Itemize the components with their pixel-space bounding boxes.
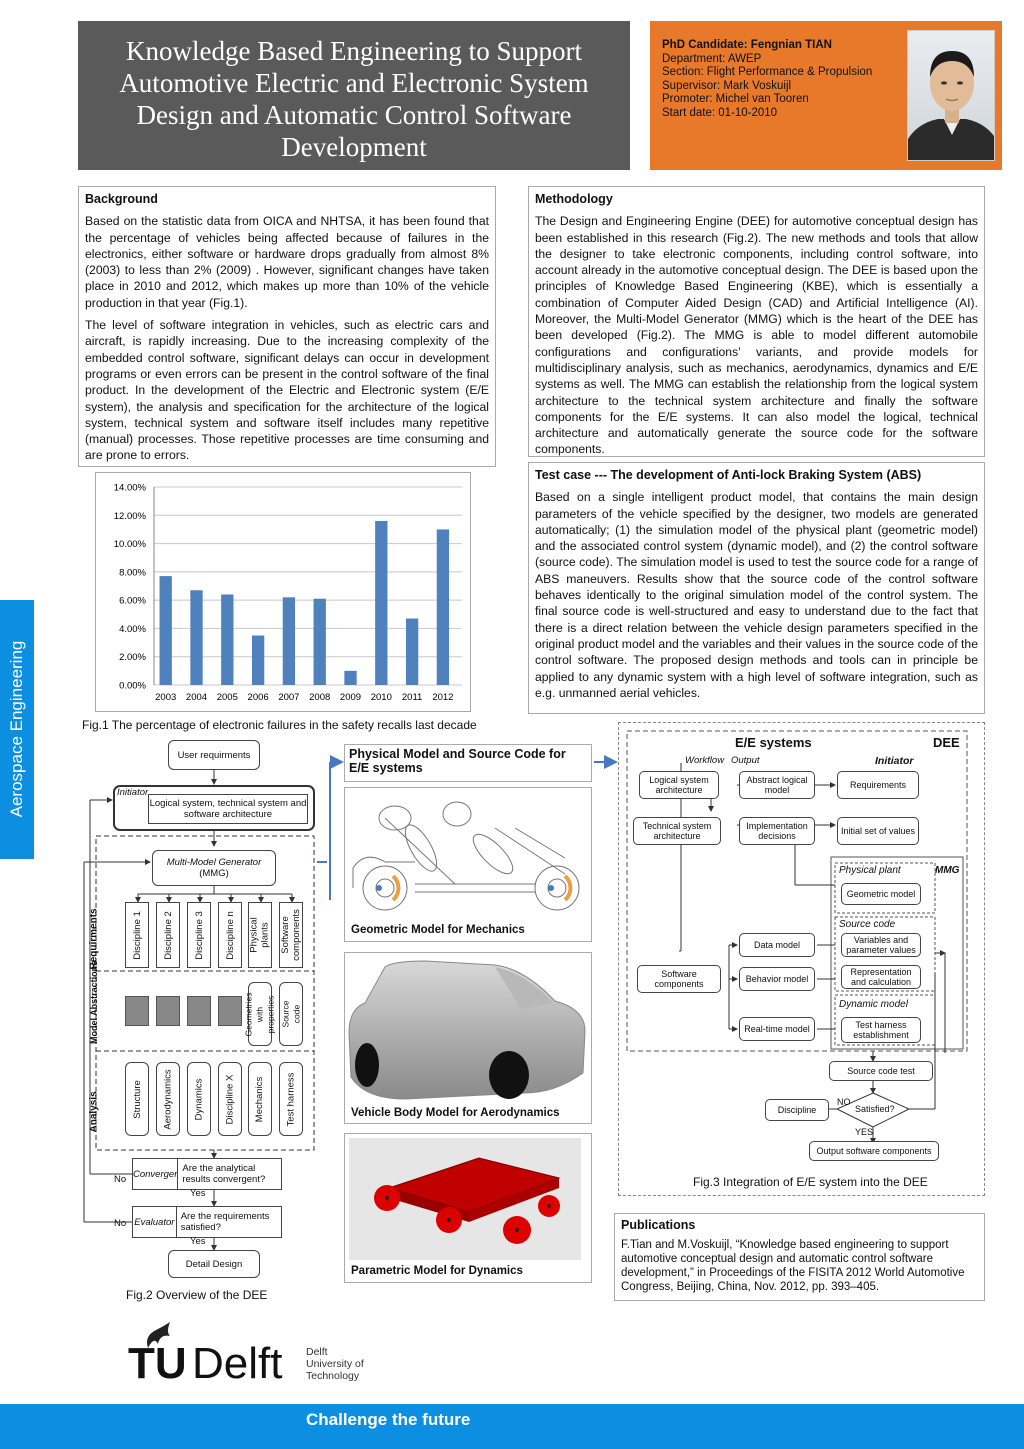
abstraction-label: Geometries with properties (243, 992, 276, 1036)
evaluator-label: Evaluator (134, 1216, 175, 1228)
department: Department: AWEP (662, 52, 762, 65)
discipline-box (248, 902, 272, 968)
bar (375, 521, 387, 685)
bar (314, 599, 326, 685)
evaluator-no: No (114, 1218, 127, 1229)
testcase-p1: Based on a single intelligent product model, that contains the main design parameters of the vehicle specified by the designer, two models are generated automatically; (1) the simulation model of the physical plant (geometric model) and the associated control system (dynamic model), and (2) the control software (source code). The simulation model is used to test the source code for a range of ABS maneuvers. Results show that the source code of the control software behaves identically to the original simulation model of the control system. The final source code is well-structured and easy to understand due to the fact that there is a direct relation between the vehicle design parameters specified in the original product model and the variables and their values in the source code of the control software. The proposed design methods and tools can in principle be applied to any dynamic system with a high level of software integration, such as e.g. unmanned aerial vehicles. (535, 490, 978, 700)
analysis-label: Analysis (88, 1091, 100, 1133)
x-tick-label: 2005 (216, 692, 238, 703)
publications-panel (614, 1213, 985, 1301)
y-tick-label: 4.00% (119, 623, 146, 635)
source-code-label: Source code (839, 919, 896, 930)
start-date: Start date: 01-10-2010 (662, 106, 778, 119)
analysis-box (218, 1062, 242, 1136)
user-requirements-box: User requirments (168, 740, 260, 770)
alm-box: Abstract logical model (739, 771, 815, 799)
y-tick-label: 14.00% (113, 482, 146, 494)
initiator-label: Initiator (117, 787, 149, 798)
dynamic-model-label: Dynamic model (839, 999, 908, 1010)
testcase-heading: Test case --- The development of Anti-lock Braking System (ABS) (535, 468, 922, 482)
logo-line1: Delft (306, 1346, 328, 1358)
tudelft-logo (128, 1322, 388, 1392)
side-label (0, 600, 34, 859)
background-panel (78, 186, 496, 467)
body-model-panel (344, 952, 592, 1124)
logo-line3: Technology (306, 1370, 360, 1382)
realtime-model-box: Real-time model (739, 1017, 815, 1041)
detail-design-box: Detail Design (168, 1250, 260, 1278)
bar (283, 597, 295, 685)
poster-title: Knowledge Based Engineering to Support Automotive Electric and Electronic System Design and Automatic Control Software Development (78, 21, 630, 170)
init-values-box: Initial set of values (837, 817, 919, 845)
converger-question: Are the analytical results convergent? (177, 1159, 281, 1189)
vehicle-body-image (345, 953, 591, 1103)
tsa-box: Technical system architecture (633, 817, 721, 845)
logo-delft: Delft (192, 1339, 283, 1388)
abstraction-box (279, 982, 303, 1046)
analysis-item-label: Discipline X (224, 1074, 236, 1124)
bar (437, 529, 449, 685)
parametric-model-caption: Parametric Model for Dynamics (351, 1265, 523, 1277)
satisfied-label: Satisfied? (855, 1104, 895, 1114)
x-tick-label: 2009 (339, 692, 362, 703)
logo-text (306, 1346, 364, 1382)
output-components-box: Output software components (809, 1141, 939, 1161)
background-heading: Background (85, 192, 158, 206)
side-label-text: Aerospace Engineering (7, 640, 26, 818)
f3-requirements-box: Requirements (837, 771, 919, 799)
discipline-label: Physical plants (249, 917, 271, 953)
converger-label: Converger (133, 1168, 178, 1180)
output-label: Output (731, 755, 760, 766)
bar (160, 576, 172, 685)
analysis-box (248, 1062, 272, 1136)
discipline-label: Discipline n (224, 910, 236, 960)
evaluator-box (132, 1206, 282, 1238)
candidate-photo (907, 30, 995, 161)
x-tick-label: 2007 (278, 692, 300, 703)
x-tick-label: 2010 (370, 692, 392, 703)
mmg-label: Multi-Model Generator (166, 857, 262, 868)
logo-tu: TU (128, 1339, 187, 1388)
x-tick-label: 2004 (185, 692, 208, 703)
evaluator-question: Are the requirements satisfied? (176, 1207, 281, 1237)
discipline-label: Discipline 2 (162, 910, 174, 960)
analysis-item-label: Dynamics (193, 1078, 205, 1120)
promoter: Promoter: Michel van Tooren (662, 93, 809, 105)
footer-slogan: Challenge the future (306, 1410, 471, 1429)
parametric-model-image (349, 1138, 581, 1260)
geo-model-box: Geometric model (841, 883, 921, 905)
discipline-box (218, 902, 242, 968)
discipline-box (125, 902, 149, 968)
y-tick-label: 2.00% (119, 652, 146, 664)
initiator3-label: Initiator (875, 755, 914, 767)
supervisor: Supervisor: Mark Voskuijl (662, 79, 792, 92)
mmg3-label: MMG (935, 865, 960, 876)
mmg-abbr: (MMG) (199, 868, 229, 879)
analysis-box (156, 1062, 180, 1136)
y-tick-label: 8.00% (119, 567, 146, 579)
y-tick-label: 10.00% (113, 539, 146, 551)
candidate-name: PhD Candidate: Fengnian TIAN (662, 39, 832, 51)
representation-box: Representation and calculation (841, 965, 921, 989)
analysis-box (187, 1062, 211, 1136)
models-heading: Physical Model and Source Code for E/E systems (349, 747, 566, 775)
fig3-diagram (618, 722, 985, 1196)
x-tick-label: 2003 (155, 692, 177, 703)
physical-plant-label: Physical plant (839, 865, 901, 876)
data-model-box: Data model (739, 933, 815, 957)
x-tick-label: 2011 (401, 692, 423, 703)
methodology-heading: Methodology (535, 192, 613, 206)
document-icon (187, 996, 211, 1026)
source-code-test-box: Source code test (829, 1061, 933, 1081)
discipline-label: Software components (280, 909, 302, 961)
testcase-panel (528, 462, 985, 714)
body-model-caption: Vehicle Body Model for Aerodynamics (351, 1107, 560, 1119)
background-p1: Based on the statistic data from OICA and NHTSA, it has been found that the percentage of vehicles being affected because of failures in the electronics, either software or hardware drops gradually from almost 8% (2003) to less than 2% (2009) . However, significant changes have taken place in 2010 and 2012, which makes up more than 10% of the vehicle production in that year (Fig.1). (85, 214, 489, 310)
x-tick-label: 2008 (309, 692, 331, 703)
software-components-box: Software components (637, 965, 721, 993)
abstraction-label: Source code (280, 1000, 301, 1028)
publications-heading: Publications (621, 1218, 696, 1232)
workflow-label: Workflow (685, 755, 725, 766)
discipline-box (156, 902, 180, 968)
logical-architecture-box: Logical system, technical system and software architecture (148, 794, 308, 824)
footer-bar (0, 1404, 1024, 1449)
geometric-model-caption: Geometric Model for Mechanics (351, 924, 525, 936)
logo-line2: University of (306, 1358, 364, 1370)
y-tick-label: 12.00% (113, 510, 146, 522)
no3-label: NO (837, 1097, 851, 1107)
evaluator-yes: Yes (190, 1236, 206, 1247)
fig1-chart (95, 472, 471, 712)
analysis-item-label: Aerodynamics (162, 1068, 174, 1130)
yes3-label: YES (855, 1127, 874, 1137)
section: Section: Flight Performance & Propulsion (662, 66, 873, 78)
parametric-model-panel (344, 1133, 592, 1283)
bar-chart (96, 473, 472, 713)
analysis-item-label: Mechanics (254, 1076, 266, 1122)
discipline-box (187, 902, 211, 968)
analysis-box (279, 1062, 303, 1136)
mmg-box (152, 850, 276, 886)
x-tick-label: 2006 (247, 692, 269, 703)
analysis-item-label: Test harness (285, 1072, 297, 1126)
connector-arrows (320, 750, 620, 910)
abstraction-box (243, 982, 276, 1046)
document-icon (218, 996, 242, 1026)
discipline-box (279, 902, 303, 968)
converger-box (132, 1158, 282, 1190)
converger-no: No (114, 1174, 127, 1185)
model-abstractions-label: Model Abstractions (89, 960, 99, 1044)
fig3-caption: Fig.3 Integration of E/E system into the DEE (693, 1175, 928, 1189)
test-harness-box: Test harness establishment (841, 1017, 921, 1043)
bar (221, 594, 233, 685)
converger-yes: Yes (190, 1188, 206, 1199)
discipline-label: Discipline 1 (131, 910, 143, 960)
ee-systems-label: E/E systems (735, 735, 812, 750)
analysis-box (125, 1062, 149, 1136)
bar (406, 619, 418, 685)
publications-text: F.Tian and M.Voskuijl, “Knowledge based engineering to support automotive conceptual design and automatic control software development,” in Proceedings of the FISITA 2012 World Automotive Congress, Beijing, China, Nov. 2012, pp. 393–405. (621, 1239, 965, 1293)
behavior-model-box: Behavior model (739, 967, 815, 991)
analysis-item-label: Structure (131, 1079, 143, 1119)
bar (344, 671, 356, 685)
bar (190, 590, 202, 685)
variables-box: Variables and parameter values (841, 933, 921, 957)
methodology-p1: The Design and Engineering Engine (DEE) for automotive conceptual design has been established in this research (Fig.2). The new methods and tools that allow the designer to take electronic components, including control software, into account already in the automotive conceptual design. The DEE is based upon the principles of Knowledge Based Engineering (KBE), which is essentially a combination of Computer Aided Design (CAD) and Artificial Intelligence (AI). Moreover, the Multi-Model Generator (MMG) which is the heart of the DEE has been developed (Fig.2). The MMG is able to model different automobile configurations and configurations’ variants, and provide models for multidisciplinary analysis, such as mechanics, aerodynamics, dynamics and E/E systems as well. The MMG can establish the relationship from the logical system architecture to the technical system architecture and finally the software components for the E/E systems. It can also model the logical, technical architecture and automatically generate the source code for the software components. (535, 214, 978, 457)
fig2-caption: Fig.2 Overview of the DEE (126, 1288, 268, 1302)
document-icon (156, 996, 180, 1026)
fig1-caption: Fig.1 The percentage of electronic failures in the safety recalls last decade (82, 718, 477, 732)
background-p2: The level of software integration in vehicles, such as electric cars and aircraft, is rapidly increasing. Due to the increasing complexity of the embedded control software, significant delays can occur in development programs or even errors can be present in the control software of the final product. In the development of the Electric and Electronic system (E/E system), the analysis and specification for the architecture of the logical system, technical system and software itself includes many repetitive (manual) processes. Those repetitive processes are time consuming and are prone to errors. (85, 318, 489, 463)
requirements-label: Requirments (88, 908, 100, 970)
y-tick-label: 6.00% (119, 595, 146, 607)
y-tick-label: 0.00% (119, 680, 146, 692)
methodology-panel (528, 186, 985, 457)
bar (252, 636, 264, 686)
discipline3-box: Discipline (765, 1099, 829, 1121)
document-icon (125, 996, 149, 1026)
dee-label: DEE (933, 735, 960, 750)
x-tick-label: 2012 (432, 692, 454, 703)
discipline-label: Discipline 3 (193, 910, 205, 960)
lsa-box: Logical system architecture (639, 771, 719, 799)
impl-box: Implementation decisions (739, 817, 815, 845)
fig2-diagram (82, 738, 327, 1308)
